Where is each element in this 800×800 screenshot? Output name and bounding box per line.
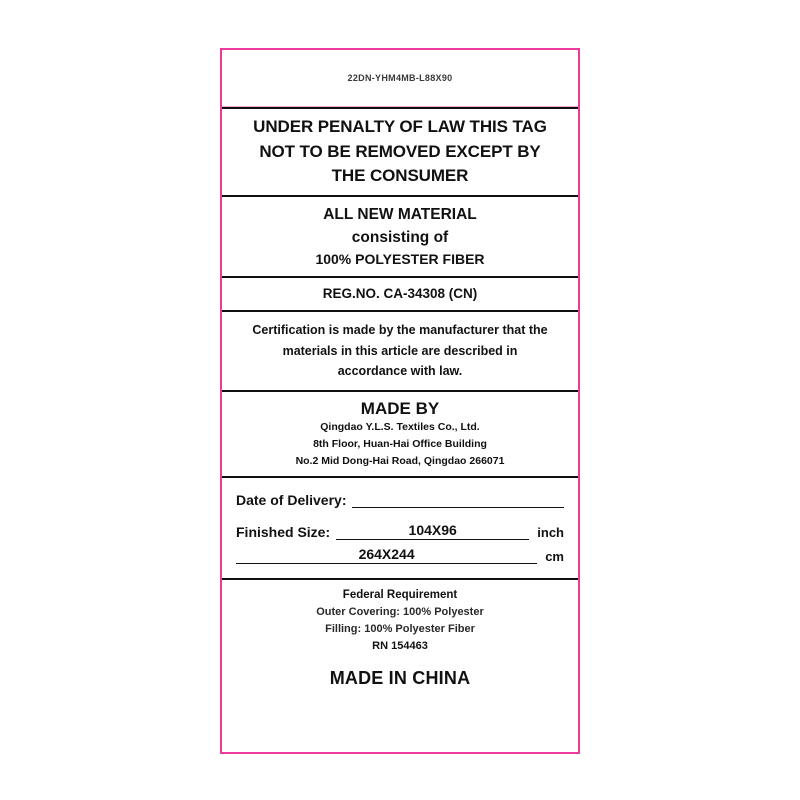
finished-size-cm-input[interactable]: 264X244	[236, 546, 537, 564]
tag-code: 22DN-YHM4MB-L88X90	[347, 73, 453, 83]
material-section	[222, 195, 578, 277]
made-by-address-2: No.2 Mid Dong-Hai Road, Qingdao 266071	[295, 454, 505, 467]
material-line-1: ALL NEW MATERIAL	[323, 205, 477, 223]
certification-line-2: materials in this article are described in	[282, 343, 518, 358]
made-by-title: MADE BY	[360, 398, 440, 418]
finished-size-inch-input[interactable]: 104X96	[336, 522, 529, 540]
federal-filling: Filling: 100% Polyester Fiber	[325, 622, 475, 635]
certification-line-1: Certification is made by the manufacturer that the	[252, 322, 548, 337]
date-of-delivery-label: Date of Delivery:	[236, 491, 347, 508]
federal-rn-number: RN 154463	[372, 639, 428, 652]
penalty-line-2: NOT TO BE REMOVED EXCEPT BY	[259, 141, 541, 161]
federal-requirement-title: Federal Requirement	[342, 588, 458, 601]
certification-section	[222, 310, 578, 390]
date-of-delivery-input[interactable]	[352, 490, 564, 508]
material-line-2: consisting of	[351, 229, 449, 247]
made-by-address-1: 8th Floor, Huan-Hai Office Building	[313, 437, 487, 450]
penalty-section	[222, 107, 578, 195]
made-by-section	[222, 390, 578, 476]
finished-size-inch-unit: inch	[537, 524, 564, 540]
country-of-origin: MADE IN CHINA	[329, 667, 471, 688]
penalty-line-1: UNDER PENALTY OF LAW THIS TAG	[253, 117, 547, 136]
finished-size-cm-unit: cm	[545, 548, 564, 564]
federal-requirement-section	[222, 578, 578, 699]
date-of-delivery-row	[236, 490, 564, 508]
finished-size-label: Finished Size:	[236, 523, 331, 540]
registration-number: REG.NO. CA-34308 (CN)	[322, 286, 478, 302]
federal-outer-covering: Outer Covering: 100% Polyester	[316, 605, 484, 618]
finished-size-inch-row	[236, 522, 564, 540]
penalty-line-3: THE CONSUMER	[331, 166, 469, 186]
finished-size-cm-row	[236, 546, 564, 564]
certification-line-3: accordance with law.	[337, 364, 463, 379]
law-label-tag	[220, 48, 580, 754]
material-line-3: 100% POLYESTER FIBER	[315, 251, 485, 268]
made-by-company: Qingdao Y.L.S. Textiles Co., Ltd.	[320, 421, 480, 434]
tag-code-band	[222, 50, 578, 107]
delivery-section	[222, 476, 578, 578]
registration-section	[222, 276, 578, 310]
